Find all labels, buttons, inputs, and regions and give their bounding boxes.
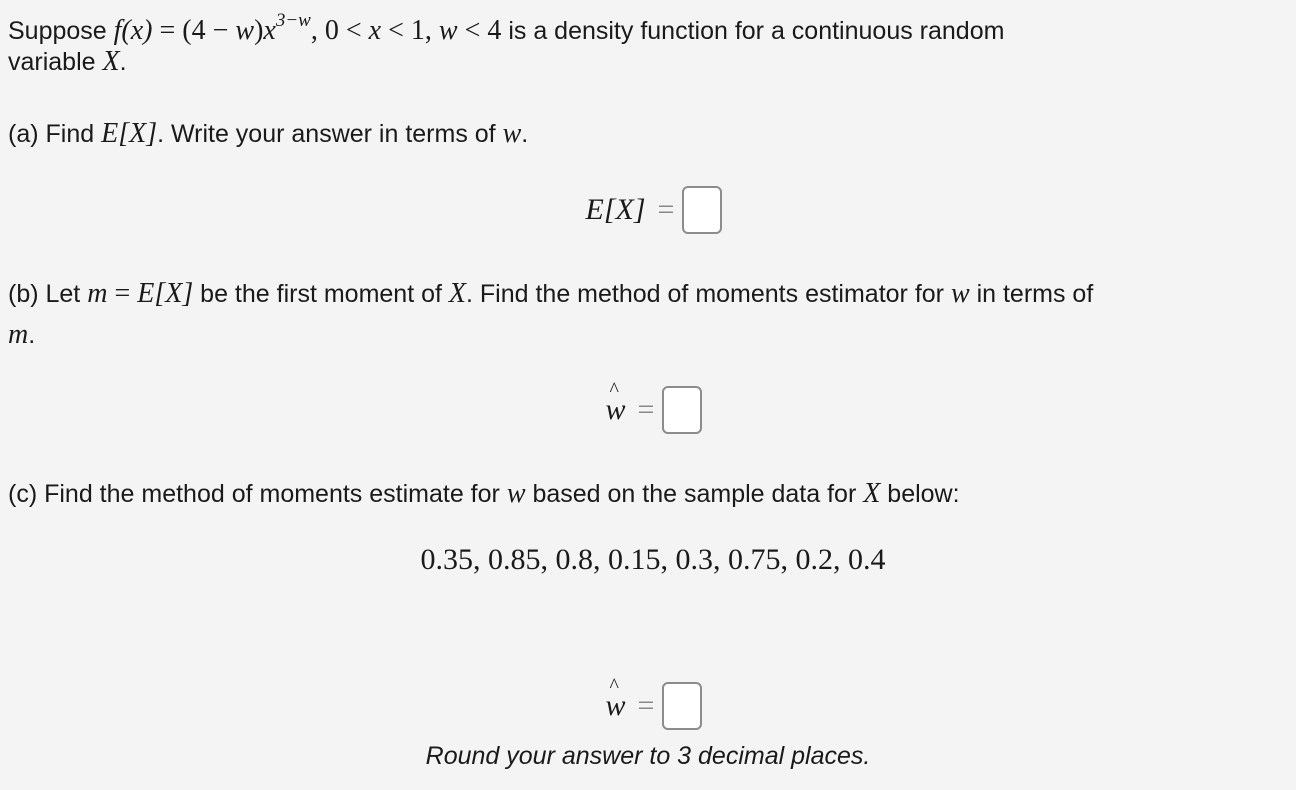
sample-data-row	[0, 543, 1296, 577]
intro-text: is a density function for a continuous random	[501, 17, 1005, 45]
w-symbol: w	[235, 15, 255, 46]
intro-line-1	[8, 4, 1004, 48]
w-symbol: w	[950, 278, 970, 309]
expectation-lhs: E[X]	[585, 193, 646, 226]
rounding-note-row	[0, 742, 1296, 771]
part-a-answer-row	[0, 186, 1296, 234]
part-c-answer-input[interactable]	[662, 682, 702, 730]
part-c-text: below:	[880, 480, 960, 508]
part-c-label: (c) Find the method of moments estimate for	[8, 480, 507, 508]
condition-part: , 0 <	[310, 15, 369, 46]
equals-sign: =	[637, 689, 655, 722]
intro-text: .	[119, 48, 127, 76]
expectation-symbol: E[X]	[101, 118, 158, 149]
part-b-text: . Find the method of moments estimator for	[466, 280, 951, 308]
part-b-text: .	[28, 321, 36, 349]
part-a-label: (a) Find	[8, 120, 102, 148]
x-symbol: x	[368, 15, 382, 46]
intro-text: variable	[8, 48, 103, 76]
condition-part: < 1,	[381, 15, 439, 46]
part-b-question-line-1	[8, 277, 1093, 311]
equals-sign: =	[637, 393, 655, 426]
part-b-answer-input[interactable]	[662, 386, 702, 434]
density-expression-part: = (4 −	[152, 15, 236, 46]
intro-line-2	[8, 45, 127, 79]
part-c-text: based on the sample data for	[525, 480, 864, 508]
part-b-question-line-2	[8, 318, 35, 352]
w-hat-symbol: ^ w	[606, 689, 626, 723]
x-symbol: x	[263, 15, 276, 46]
part-a-text: .	[521, 120, 529, 148]
exponent: 3−w	[275, 10, 311, 31]
condition-part: < 4	[457, 15, 502, 46]
sample-data: 0.35, 0.85, 0.8, 0.15, 0.3, 0.75, 0.2, 0.4	[420, 543, 886, 576]
rounding-note: Round your answer to 3 decimal places.	[425, 742, 871, 770]
X-symbol: X	[102, 46, 120, 77]
w-symbol: w	[506, 478, 526, 509]
m-symbol: m	[87, 278, 108, 309]
fx-expression: f(x)	[113, 15, 153, 46]
equals-sign: =	[107, 278, 138, 309]
w-hat-symbol: ^ w	[606, 393, 626, 427]
X-symbol: X	[448, 278, 467, 309]
part-b-text: be the first moment of	[193, 280, 449, 308]
w-symbol: w	[438, 15, 458, 46]
part-a-text: . Write your answer in terms of	[157, 120, 503, 148]
part-a-answer-input[interactable]	[682, 186, 722, 234]
part-b-text: in terms of	[969, 280, 1094, 308]
X-symbol: X	[863, 478, 881, 509]
part-c-answer-row	[0, 682, 1296, 730]
intro-text: Suppose	[8, 17, 114, 45]
expectation-symbol: E[X]	[137, 278, 194, 309]
part-b-answer-row	[0, 386, 1296, 434]
w-symbol: w	[502, 118, 522, 149]
part-a-question	[8, 117, 528, 151]
equals-sign: =	[657, 193, 675, 226]
m-symbol: m	[8, 319, 29, 350]
density-expression-part: )	[254, 15, 264, 46]
part-b-label: (b) Let	[8, 280, 88, 308]
part-c-question	[8, 477, 960, 511]
